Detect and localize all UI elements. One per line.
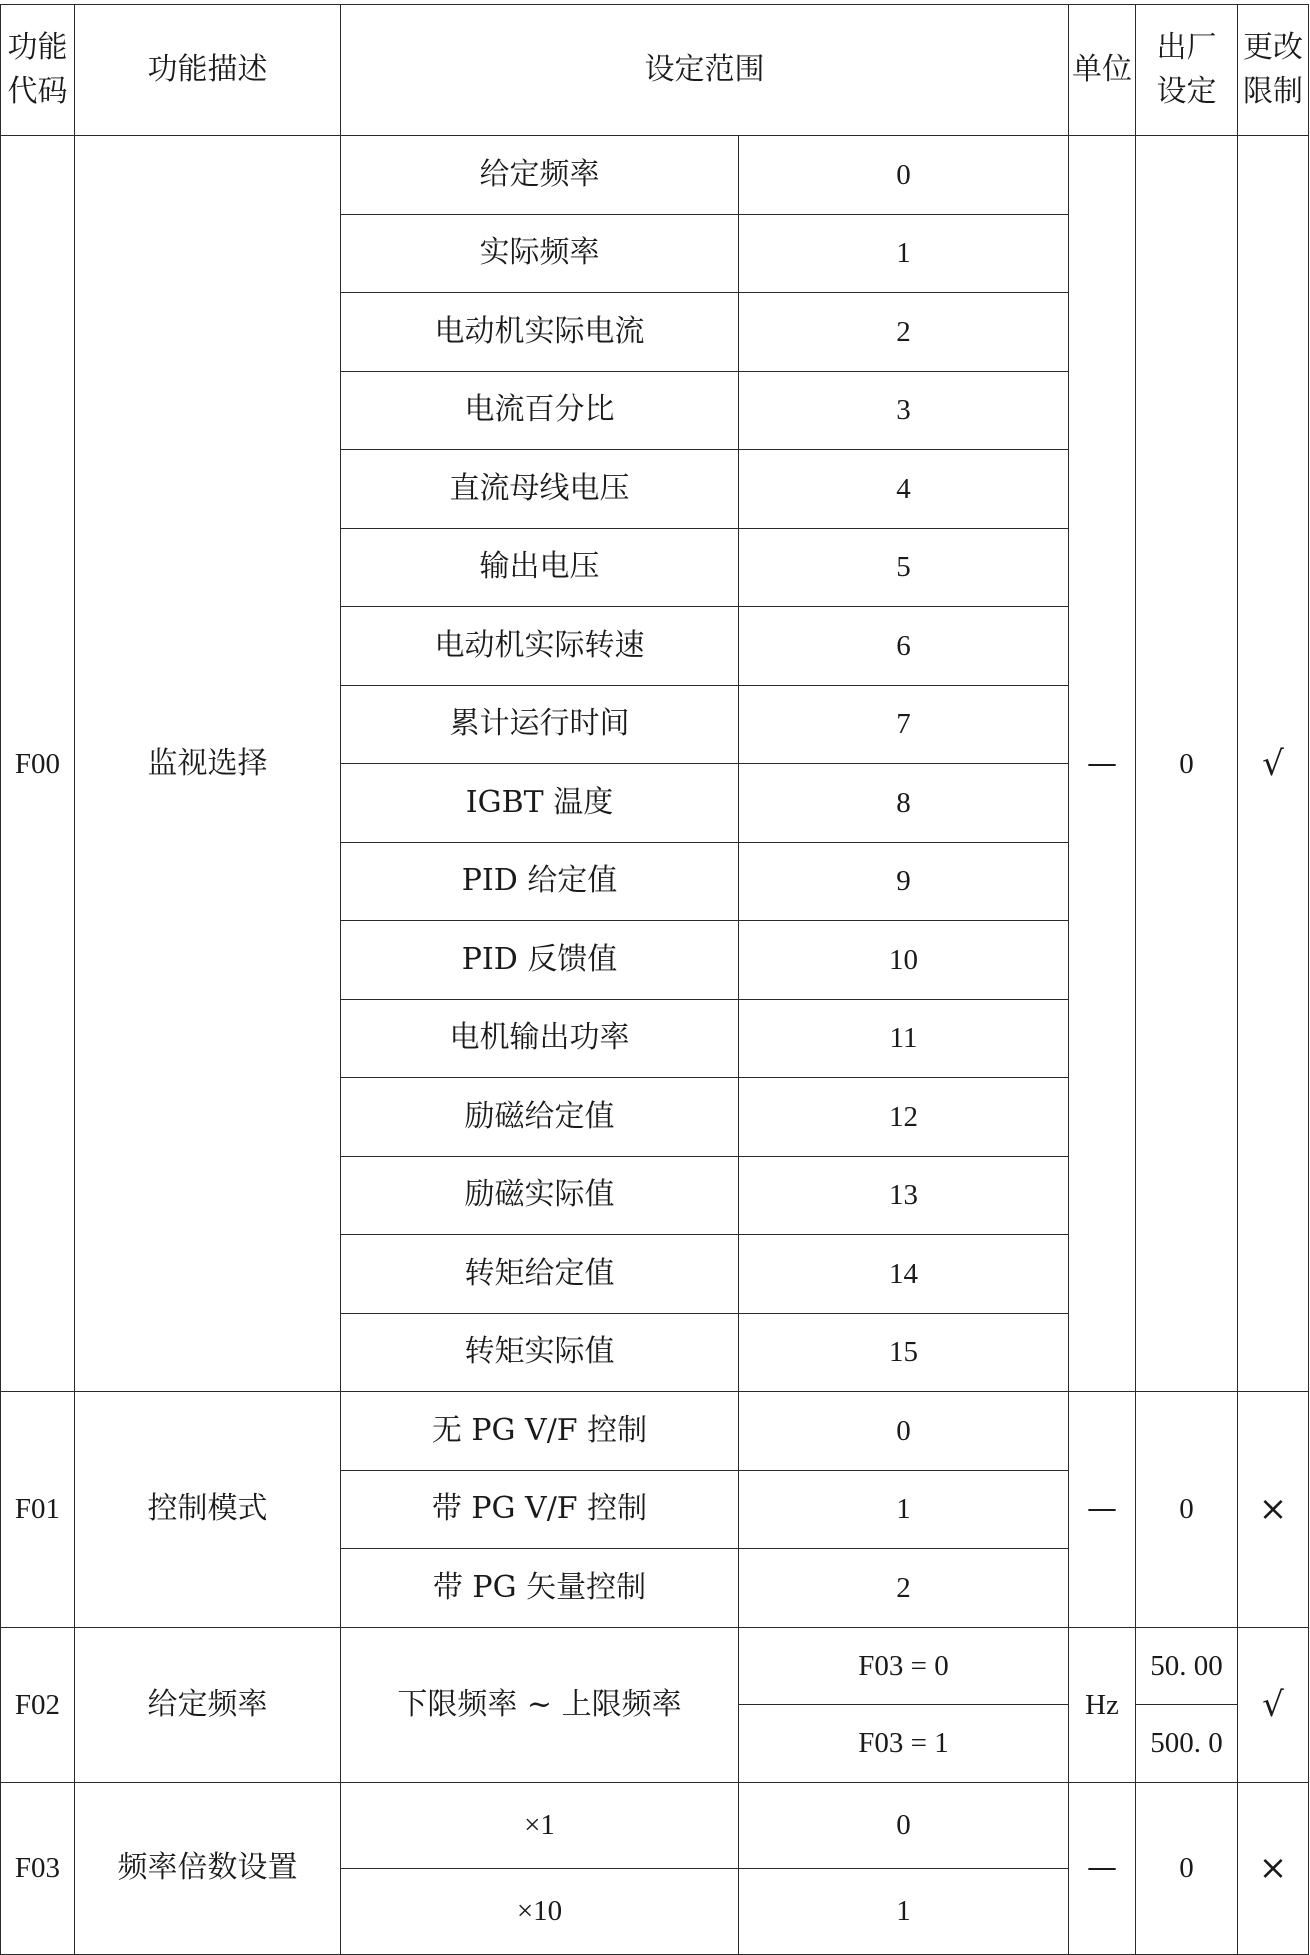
f03-code: F03 [1, 1782, 75, 1954]
f01-default: 0 [1136, 1392, 1238, 1628]
option-label: 给定频率 [341, 136, 739, 215]
option-label: 转矩实际值 [341, 1313, 739, 1392]
f02-unit: Hz [1069, 1627, 1136, 1782]
f03-limit: × [1238, 1782, 1309, 1954]
option-label: PID 给定值 [341, 842, 739, 921]
option-value: 3 [739, 371, 1069, 450]
f00-limit: √ [1238, 136, 1309, 1392]
option-label: 带 PG V/F 控制 [341, 1470, 739, 1549]
table-row [1, 136, 1309, 215]
option-label: IGBT 温度 [341, 764, 739, 843]
f02-default-split [1136, 1628, 1237, 1782]
option-label: 电流百分比 [341, 371, 739, 450]
f03-unit: — [1069, 1782, 1136, 1954]
table-row [1, 1782, 1309, 1868]
option-value: 4 [739, 450, 1069, 529]
parameter-table [0, 4, 1309, 1955]
option-label: ×1 [341, 1782, 739, 1868]
f02-condition: F03 = 0 [739, 1627, 1069, 1705]
option-value: 0 [739, 1782, 1069, 1868]
f02-limit: √ [1238, 1627, 1309, 1782]
header-row [1, 5, 1309, 136]
f02-range: 下限频率 ~ 上限频率 [341, 1627, 739, 1782]
option-value: 15 [739, 1313, 1069, 1392]
option-value: 12 [739, 1078, 1069, 1157]
option-value: 1 [739, 214, 1069, 293]
f00-code: F00 [1, 136, 75, 1392]
f02-condition: F03 = 1 [739, 1705, 1069, 1783]
option-value: 5 [739, 528, 1069, 607]
f00-description: 监视选择 [75, 136, 341, 1392]
option-value: 6 [739, 607, 1069, 686]
f02-description: 给定频率 [75, 1627, 341, 1782]
f01-description: 控制模式 [75, 1392, 341, 1628]
option-value: 0 [739, 136, 1069, 215]
option-label: 电动机实际转速 [341, 607, 739, 686]
table-row [1, 1627, 1309, 1705]
option-value: 13 [739, 1156, 1069, 1235]
option-label: 输出电压 [341, 528, 739, 607]
option-value: 10 [739, 921, 1069, 1000]
option-label: 转矩给定值 [341, 1235, 739, 1314]
option-label: 励磁给定值 [341, 1078, 739, 1157]
option-value: 0 [739, 1392, 1069, 1471]
option-label: 电机输出功率 [341, 999, 739, 1078]
table-row [1, 1392, 1309, 1471]
header-unit: 单位 [1069, 5, 1136, 136]
option-value: 9 [739, 842, 1069, 921]
option-value: 8 [739, 764, 1069, 843]
option-value: 1 [739, 1470, 1069, 1549]
option-value: 2 [739, 293, 1069, 372]
option-value: 11 [739, 999, 1069, 1078]
header-change-limit: 更改 限制 [1238, 5, 1309, 136]
option-value: 7 [739, 685, 1069, 764]
option-label: 励磁实际值 [341, 1156, 739, 1235]
f03-default: 0 [1136, 1782, 1238, 1954]
f03-description: 频率倍数设置 [75, 1782, 341, 1954]
option-label: 累计运行时间 [341, 685, 739, 764]
f01-code: F01 [1, 1392, 75, 1628]
f00-unit: — [1069, 136, 1136, 1392]
option-value: 1 [739, 1868, 1069, 1954]
f02-default-value: 50. 00 [1150, 1649, 1223, 1682]
f01-unit: — [1069, 1392, 1136, 1628]
f02-code: F02 [1, 1627, 75, 1782]
f00-default: 0 [1136, 136, 1238, 1392]
option-label: 实际频率 [341, 214, 739, 293]
option-label: 无 PG V/F 控制 [341, 1392, 739, 1471]
f02-default-value: 500. 0 [1136, 1704, 1237, 1782]
header-factory-default: 出厂 设定 [1136, 5, 1238, 136]
option-label: ×10 [341, 1868, 739, 1954]
option-label: 带 PG 矢量控制 [341, 1549, 739, 1628]
f01-limit: × [1238, 1392, 1309, 1628]
header-description: 功能描述 [75, 5, 341, 136]
option-label: 电动机实际电流 [341, 293, 739, 372]
option-value: 2 [739, 1549, 1069, 1628]
option-value: 14 [739, 1235, 1069, 1314]
option-label: 直流母线电压 [341, 450, 739, 529]
header-code: 功能 代码 [1, 5, 75, 136]
f02-default-cell [1136, 1627, 1238, 1782]
header-range: 设定范围 [341, 5, 1069, 136]
option-label: PID 反馈值 [341, 921, 739, 1000]
